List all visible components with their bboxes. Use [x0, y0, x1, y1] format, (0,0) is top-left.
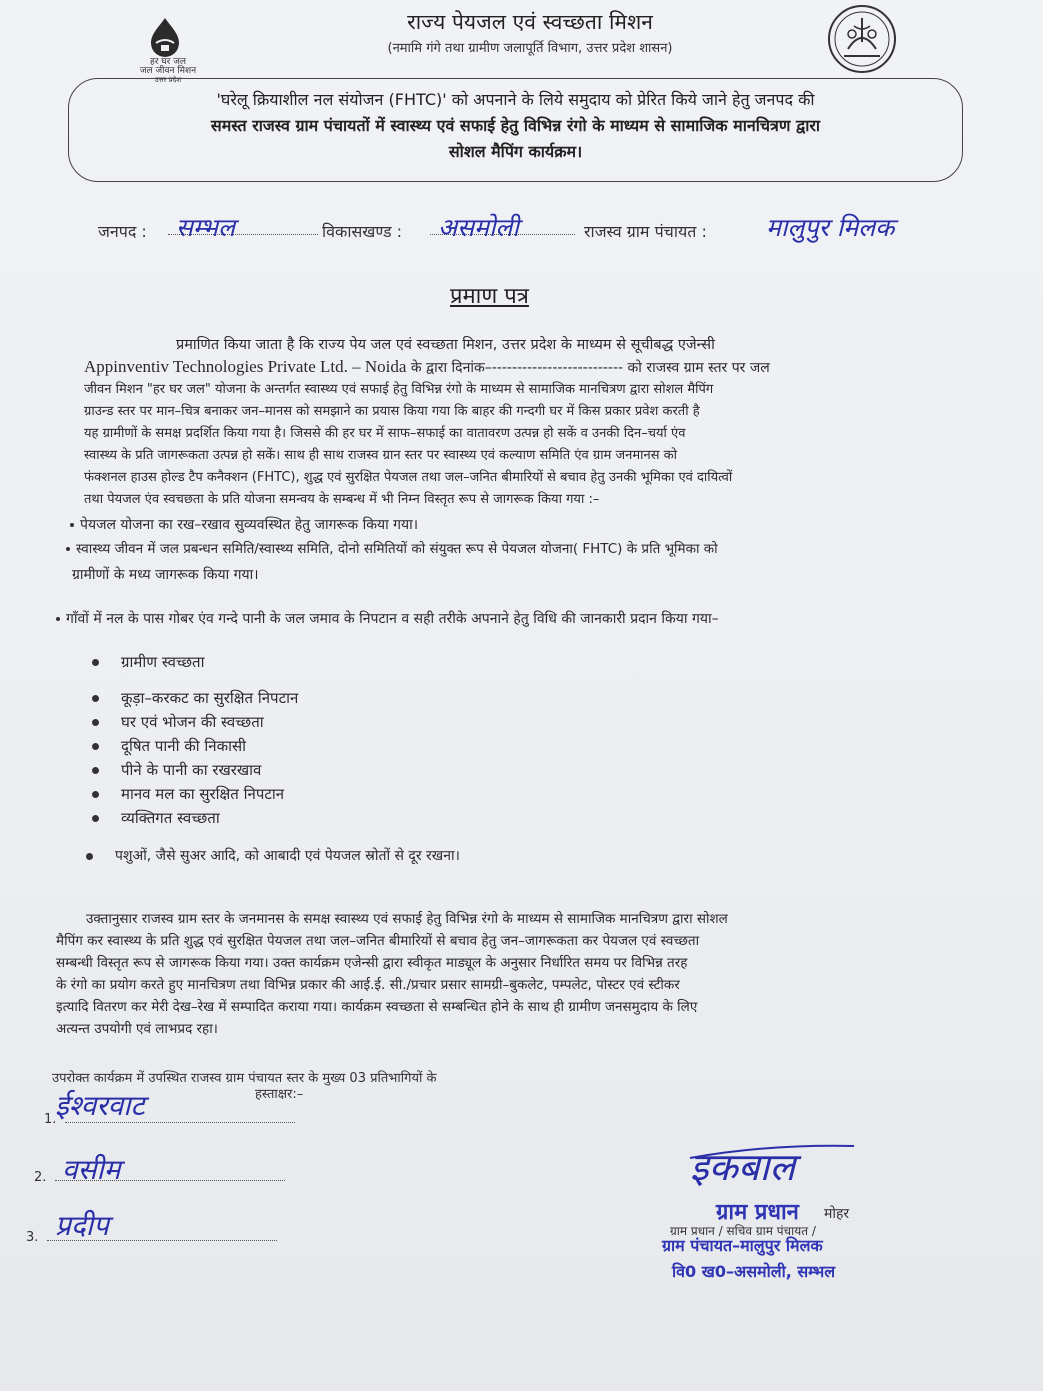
- participant-row-2: 2.: [34, 1170, 285, 1185]
- bullet-icon: [92, 719, 99, 726]
- list-item: मानव मल का सुरक्षित निपटान: [92, 784, 284, 804]
- main-bullet-2-cont: ग्रामीणों के मध्य जागरूक किया गया।: [72, 567, 259, 583]
- location-fields: [98, 210, 978, 250]
- body-line-2-rest: के द्वारा दिनांक–-------------------------- को राजस्व ग्राम स्तर पर जल: [410, 360, 770, 376]
- pradhan-stamp-title: ग्राम प्रधान: [716, 1200, 799, 1225]
- list-item: घर एवं भोजन की स्वच्छता: [92, 712, 264, 732]
- pradhan-stamp-block: वि0 ख0–असमोली, सम्भल: [672, 1262, 836, 1281]
- body-line-1: प्रमाणित किया जाता है कि राज्य पेय जल एवं स्वच्छता मिशन, उत्तर प्रदेश के माध्यम से सूचीबद्ध एजेन्सी: [176, 337, 715, 353]
- district-label: जनपद :: [98, 222, 147, 241]
- header-title: राज्य पेयजल एवं स्वच्छता मिशन: [407, 10, 653, 34]
- main-bullet-2: स्वास्थ्य जीवन में जल प्रबन्धन समिति/स्वास्थ्य समिति, दोनो समितियों को संयुक्त रूप से पेयजल योजना( FHTC) के प्रति भूमिका को: [66, 538, 718, 560]
- participant-signature-1: ईश्वरवाट: [55, 1089, 145, 1122]
- signature-underline-icon: [688, 1142, 858, 1162]
- body-paragraph-rest: जीवन मिशन "हर घर जल" योजना के अन्तर्गत स्वास्थ्य एवं सफाई हेतु विभिन्न रंगो के माध्यम से सामाजिक मानचित्रण द्वारा सोशल मैपिंग ग्राउन्ड स्तर पर मान–चित्र बनाकर जन–मानस को समझाने का प्रयास किया गया कि बाहर की गन्दगी घर में किस प्रकार प्रवेश करती है यह ग्रामीणों के समक्ष प्रदर्शित किया गया है। जिससे की हर घर में साफ–सफाई का वातावरण उत्पन्न हो सकें व उनकी दिन–चर्या एंव स्वास्थ्य के प्रति जागरूकता उत्पन्न हो सकें। साथ ही साथ राजस्व ग्रान स्तर पर स्वास्थ्य एवं कल्याण समिति एंव ग्राम जनमानस को फंक्शनल हाउस होल्ड टैप कनैक्शन (FHTC), शुद्ध एवं सुरक्षित पेयजल तथा जल–जनित बीमारियों से बचाव हेतु उनकी भूमिका एवं दायित्वों तथा पेयजल एंव स्वचछता के प्रति योजना समन्वय के सम्बन्ध में भी निम्न विस्तृत रूप से जागरूक किया गया :–: [84, 382, 733, 507]
- har-ghar-jal-logo: [118, 18, 218, 86]
- signatures-label: हस्ताक्षर:–: [255, 1087, 304, 1102]
- main-bullet-3: गाँवों में नल के पास गोबर एंव गन्दे पानी के जल जमाव के निपटान व सही तरीके अपनाने हेतु विधि की जानकारी प्रदान किया गया–: [56, 608, 719, 630]
- bullet-icon: [56, 617, 60, 621]
- pradhan-stamp-panchayat: ग्राम पंचायत–मालुपुर मिलक: [662, 1236, 823, 1255]
- conclusion-paragraph: उक्तानुसार राजस्व ग्राम स्तर के जनमानस के समक्ष स्वास्थ्य एवं सफाई हेतु विभिन्न रंगो के माध्यम से सामाजिक मानचित्रण द्वारा सोशल मैपिंग कर स्वास्थ्य के प्रति शुद्ध एवं सुरक्षित पेयजल तथा जल–जनित बीमारियों से बचाव हेतु जन–जागरूकता कर पेयजल एवं स्वच्छता सम्बन्धी विस्तृत रूप से जागरूक किया गया। उक्त कार्यक्रम एजेन्सी द्वारा स्वीकृत माड्यूल के अनुसार निर्धारित समय पर विभिन्न तरह के रंगो का प्रयोग करते हुए मानचित्रण तथा विभिन्न प्रकार की आई.ई. सी./प्रचार प्रसार सामग्री–बुकलेट, पम्पलेट, पोस्टर एवं स्टीकर इत्यादि वितरण कर मेरी देख–रेख में सम्पादित कराया गया। कार्यक्रम स्वच्छता से सम्बन्धित होने के साथ ही ग्रामीण जनसमुदाय के लिए अत्यन्त उपयोगी एवं लाभप्रद रहा।: [56, 911, 728, 1037]
- list-item: पशुओं, जैसे सुअर आदि, को आबादी एवं पेयजल स्रोतों से दूर रखना।: [86, 846, 460, 865]
- signatures-intro: उपरोक्त कार्यक्रम में उपस्थित राजस्व ग्राम पंचायत स्तर के मुख्य 03 प्रतिभागियों के: [52, 1071, 437, 1086]
- participant-signature-3: प्रदीप: [55, 1209, 109, 1242]
- bullet-icon: [92, 815, 99, 822]
- stamp-suffix-label: मोहर: [824, 1206, 850, 1222]
- district-value: सम्भल: [176, 213, 235, 242]
- bullet-icon: [92, 659, 99, 666]
- list-item: पीने के पानी का रखरखाव: [92, 760, 261, 780]
- pradhan-signature: इकबाल: [690, 1145, 796, 1189]
- panchayat-value: मालुपुर मिलक: [766, 213, 895, 242]
- main-bullet-1: पेयजल योजना का रख–रखाव सुव्यवस्थित हेतु जागरूक किया गया।: [70, 514, 418, 536]
- list-item: ग्रामीण स्वच्छता: [92, 652, 204, 672]
- bullet-icon: [92, 791, 99, 798]
- certificate-title: प्रमाण पत्र: [450, 284, 529, 309]
- list-item: दूषित पानी की निकासी: [92, 736, 246, 756]
- participant-signature-2: वसीम: [62, 1153, 121, 1186]
- list-item: कूड़ा–करकट का सुरक्षित निपटान: [92, 688, 298, 708]
- program-banner: [68, 78, 963, 182]
- bullet-icon: [92, 743, 99, 750]
- logo-caption: हर घर जल जल जीवन मिशन उत्तर प्रदेश: [139, 57, 197, 84]
- block-label: विकासखण्ड :: [322, 222, 403, 241]
- banner-line-1: 'घरेलू क्रियाशील नल संयोजन (FHTC)' को अपनाने के लिये समुदाय को प्रेरित किये जाने हेतु जनपद की: [216, 90, 815, 109]
- bullet-icon: [66, 547, 70, 551]
- panchayat-label: राजस्व ग्राम पंचायत :: [584, 222, 707, 241]
- participant-row-3: 3.: [26, 1230, 277, 1245]
- header-subtitle: (नमामि गंगे तथा ग्रामीण जलापूर्ति विभाग, उत्तर प्रदेश शासन): [387, 41, 673, 56]
- bullet-icon: [92, 767, 99, 774]
- water-drop-icon: [148, 18, 182, 58]
- bullet-icon: [92, 695, 99, 702]
- agency-name: Appinventiv Technologies Private Ltd. – Noida: [84, 357, 407, 376]
- pradhan-print-line: ग्राम प्रधान / सचिव ग्राम पंचायत /: [670, 1224, 816, 1238]
- list-item: व्यक्तिगत स्वच्छता: [92, 808, 220, 828]
- block-value: असमोली: [438, 213, 519, 242]
- banner-line-3: सोशल मैपिंग कार्यक्रम।: [448, 142, 583, 161]
- bullet-icon: [70, 523, 74, 527]
- participant-row-1: 1.: [44, 1112, 295, 1127]
- up-government-seal-icon: [808, 4, 916, 74]
- banner-line-2: समस्त राजस्व ग्राम पंचायतों में स्वास्थ्य एवं सफाई हेतु विभिन्न रंगो के माध्यम से सामाजिक मानचित्रण द्वारा: [210, 116, 821, 135]
- body-line-2: [84, 356, 984, 379]
- bullet-icon: [86, 853, 93, 860]
